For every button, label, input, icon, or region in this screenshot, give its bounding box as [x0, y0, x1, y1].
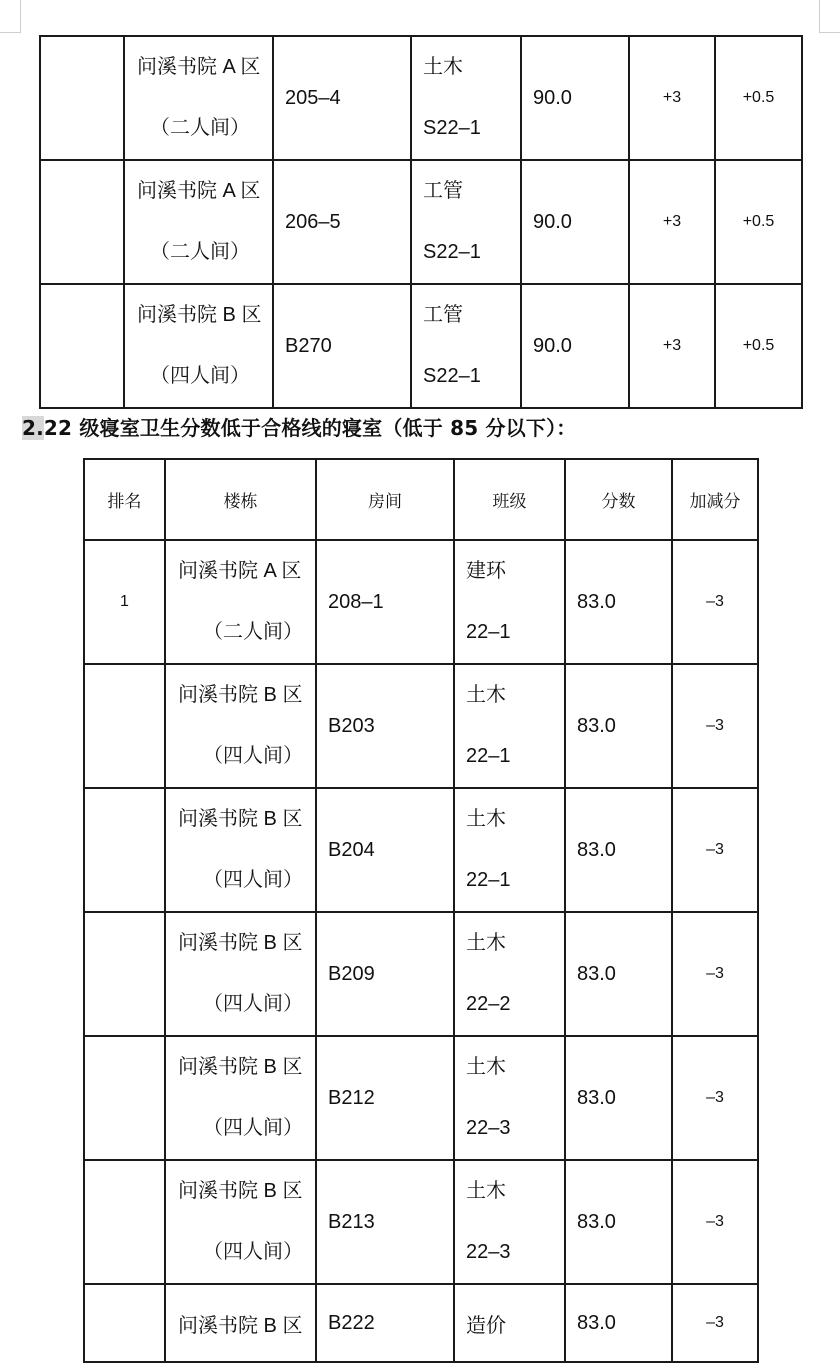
- score-cell: 90.0: [521, 160, 629, 284]
- points-cell: +3: [629, 284, 715, 408]
- table-row: [40, 284, 802, 408]
- rank-cell: [40, 284, 124, 408]
- adjust-cell: –3: [672, 1036, 758, 1160]
- table-row: [84, 912, 758, 1036]
- header-score: 分数: [565, 459, 672, 540]
- class-cell: 土木 22–2: [454, 912, 565, 1036]
- table-row: [84, 788, 758, 912]
- class-cell: 土木 S22–1: [411, 36, 521, 160]
- points-cell: +3: [629, 36, 715, 160]
- class-cell: 土木 22–1: [454, 788, 565, 912]
- table-row: [84, 1284, 758, 1362]
- building-cell: 问溪书院 B 区: [165, 1284, 316, 1362]
- table-row: [40, 160, 802, 284]
- table-row: [84, 1160, 758, 1284]
- header-class: 班级: [454, 459, 565, 540]
- score-cell: 83.0: [565, 1160, 672, 1284]
- rank-cell: [40, 36, 124, 160]
- adjust-cell: –3: [672, 788, 758, 912]
- table-row: [84, 1036, 758, 1160]
- adjust-cell: –3: [672, 1284, 758, 1362]
- adjust-cell: –3: [672, 1160, 758, 1284]
- table-header-row: [84, 459, 758, 540]
- room-cell: B204: [316, 788, 454, 912]
- adjust-cell: –3: [672, 912, 758, 1036]
- score-cell: 83.0: [565, 788, 672, 912]
- building-cell: 问溪书院 A 区 （二人间）: [124, 36, 273, 160]
- class-cell: 土木 22–3: [454, 1160, 565, 1284]
- score-cell: 90.0: [521, 36, 629, 160]
- building-cell: 问溪书院 B 区 （四人间）: [165, 912, 316, 1036]
- room-cell: 206–5: [273, 160, 411, 284]
- class-cell: 土木 22–1: [454, 664, 565, 788]
- room-cell: B222: [316, 1284, 454, 1362]
- class-cell: 建环 22–1: [454, 540, 565, 664]
- top-dorm-table: [39, 35, 803, 409]
- score-cell: 83.0: [565, 1036, 672, 1160]
- score-cell: 83.0: [565, 1284, 672, 1362]
- rank-cell: [84, 912, 165, 1036]
- building-cell: 问溪书院 A 区 （二人间）: [124, 160, 273, 284]
- bonus-cell: +0.5: [715, 160, 802, 284]
- class-cell: 土木 22–3: [454, 1036, 565, 1160]
- table-row: [84, 540, 758, 664]
- room-cell: 205–4: [273, 36, 411, 160]
- room-cell: B209: [316, 912, 454, 1036]
- section-number: 2.: [22, 416, 44, 440]
- section-heading: [22, 412, 576, 441]
- room-cell: B213: [316, 1160, 454, 1284]
- building-cell: 问溪书院 B 区 （四人间）: [165, 788, 316, 912]
- room-cell: B270: [273, 284, 411, 408]
- table-row: [40, 36, 802, 160]
- header-room: 房间: [316, 459, 454, 540]
- building-cell: 问溪书院 A 区 （二人间）: [165, 540, 316, 664]
- low-score-dorm-table: [83, 458, 759, 1363]
- rank-cell: [84, 664, 165, 788]
- score-cell: 83.0: [565, 664, 672, 788]
- room-cell: B203: [316, 664, 454, 788]
- page-corner-mark-right: [819, 0, 840, 33]
- room-cell: 208–1: [316, 540, 454, 664]
- rank-cell: [84, 1036, 165, 1160]
- table-row: [84, 664, 758, 788]
- rank-cell: [84, 1284, 165, 1362]
- rank-cell: 1: [84, 540, 165, 664]
- score-cell: 83.0: [565, 912, 672, 1036]
- rank-cell: [84, 788, 165, 912]
- building-cell: 问溪书院 B 区 （四人间）: [165, 1160, 316, 1284]
- class-cell: 工管 S22–1: [411, 284, 521, 408]
- adjust-cell: –3: [672, 540, 758, 664]
- class-cell: 工管 S22–1: [411, 160, 521, 284]
- building-cell: 问溪书院 B 区 （四人间）: [165, 1036, 316, 1160]
- score-cell: 83.0: [565, 540, 672, 664]
- points-cell: +3: [629, 160, 715, 284]
- rank-cell: [40, 160, 124, 284]
- header-building: 楼栋: [165, 459, 316, 540]
- room-cell: B212: [316, 1036, 454, 1160]
- bonus-cell: +0.5: [715, 284, 802, 408]
- rank-cell: [84, 1160, 165, 1284]
- header-adjust: 加减分: [672, 459, 758, 540]
- adjust-cell: –3: [672, 664, 758, 788]
- building-cell: 问溪书院 B 区 （四人间）: [124, 284, 273, 408]
- building-cell: 问溪书院 B 区 （四人间）: [165, 664, 316, 788]
- score-cell: 90.0: [521, 284, 629, 408]
- page-corner-mark-left: [0, 0, 21, 33]
- header-rank: 排名: [84, 459, 165, 540]
- class-cell: 造价: [454, 1284, 565, 1362]
- section-title: 22 级寝室卫生分数低于合格线的寝室（低于 85 分以下）：: [43, 416, 577, 440]
- bonus-cell: +0.5: [715, 36, 802, 160]
